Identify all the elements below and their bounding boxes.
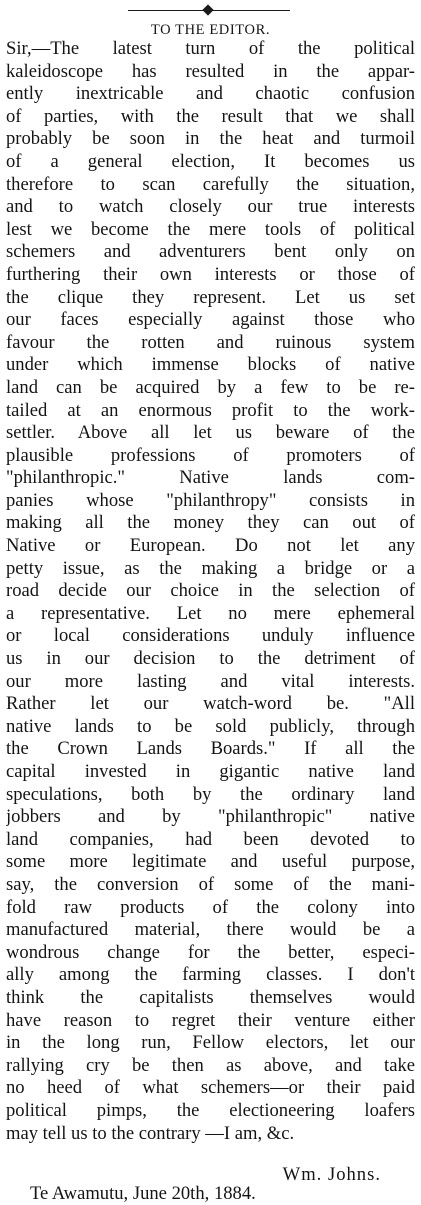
letter-line: making all the money they can out of xyxy=(6,512,415,534)
letter-line: us in our decision to the detriment of xyxy=(6,648,415,670)
letter-line: jobbers and by "philanthropic" native xyxy=(6,806,415,828)
letter-line: no heed of what schemers—or their paid xyxy=(6,1077,415,1099)
letter-heading: TO THE EDITOR. xyxy=(150,22,271,38)
letter-line: Rather let our watch-word be. "All xyxy=(6,693,415,715)
letter-line: ally among the farming classes. I don't xyxy=(6,964,415,986)
letter-signature: Wm. Johns. xyxy=(282,1164,381,1185)
letter-line: fold raw products of the colony into xyxy=(6,896,415,918)
letter-line: speculations, both by the ordinary land xyxy=(6,783,415,805)
letter-line: political pimps, the electioneering loafers xyxy=(6,1099,415,1121)
letter-line: capital invested in gigantic native land xyxy=(6,761,415,782)
letter-line: a representative. Let no mere ephemeral xyxy=(6,602,415,624)
letter-line: in the long run, Fellow electors, let our xyxy=(6,1032,415,1054)
header-ornament xyxy=(128,6,290,16)
letter-line: our more lasting and vital interests. xyxy=(6,670,415,692)
letter-line: our faces especially against those who xyxy=(6,309,415,331)
letter-line: ently inextricable and chaotic confusion xyxy=(6,83,415,105)
letter-line: Sir,—The latest turn of the political xyxy=(6,38,415,59)
letter-line: or local considerations unduly influence xyxy=(6,625,415,647)
letter-line: have reason to regret their venture either xyxy=(6,1009,415,1031)
letter-line: the clique they represent. Let us set xyxy=(6,286,415,308)
letter-line: may tell us to the contrary —I am, &c. xyxy=(6,1122,295,1144)
letter-line: land companies, had been devoted to xyxy=(6,828,415,850)
letter-line: wondrous change for the better, especi- xyxy=(6,941,415,963)
letter-line: think the capitalists themselves would xyxy=(6,986,415,1008)
letter-line: Native or European. Do not let any xyxy=(6,535,415,557)
letter-line: petty issue, as the making a bridge or a xyxy=(6,557,415,579)
letter-line: "philanthropic." Native lands com- xyxy=(6,467,415,489)
letter-line: probably be soon in the heat and turmoil xyxy=(6,128,415,150)
letter-line: furthering their own interests or those of xyxy=(6,263,415,285)
letter-dateline: Te Awamutu, June 20th, 1884. xyxy=(30,1183,256,1204)
letter-line: plausible professions of promoters of xyxy=(6,444,415,466)
letter-line: say, the conversion of some of the mani- xyxy=(6,873,415,895)
letter-line: some more legitimate and useful purpose, xyxy=(6,851,415,873)
letter-line: therefore to scan carefully the situation, xyxy=(6,173,415,195)
letter-line: land can be acquired by a few to be re- xyxy=(6,376,415,398)
letter-line: rallying cry be then as above, and take xyxy=(6,1054,415,1076)
letter-line: panies whose "philanthropy" consists in xyxy=(6,489,415,511)
letter-line: kaleidoscope has resulted in the appar- xyxy=(6,60,415,82)
letter-line: the Crown Lands Boards." If all the xyxy=(6,738,415,760)
letter-line: manufactured material, there would be a xyxy=(6,919,415,941)
letter-line: schemers and adventurers bent only on xyxy=(6,241,415,263)
letter-line: native lands to be sold publicly, through xyxy=(6,715,415,737)
letter-line: settler. Above all let us beware of the xyxy=(6,422,415,444)
letter-line: and to watch closely our true interests xyxy=(6,196,415,218)
letter-line: lest we become the mere tools of political xyxy=(6,218,415,240)
letter-line: road decide our choice in the selection of xyxy=(6,580,415,602)
letter-line: of a general election, It becomes us xyxy=(6,150,415,172)
letter-line: of parties, with the result that we shall xyxy=(6,105,415,127)
letter-body xyxy=(6,38,415,1145)
ornament-diamond-icon xyxy=(202,4,213,15)
letter-line: favour the rotten and ruinous system xyxy=(6,331,415,353)
letter-line: under which immense blocks of native xyxy=(6,354,415,376)
letter-line: tailed at an enormous profit to the work- xyxy=(6,399,415,421)
